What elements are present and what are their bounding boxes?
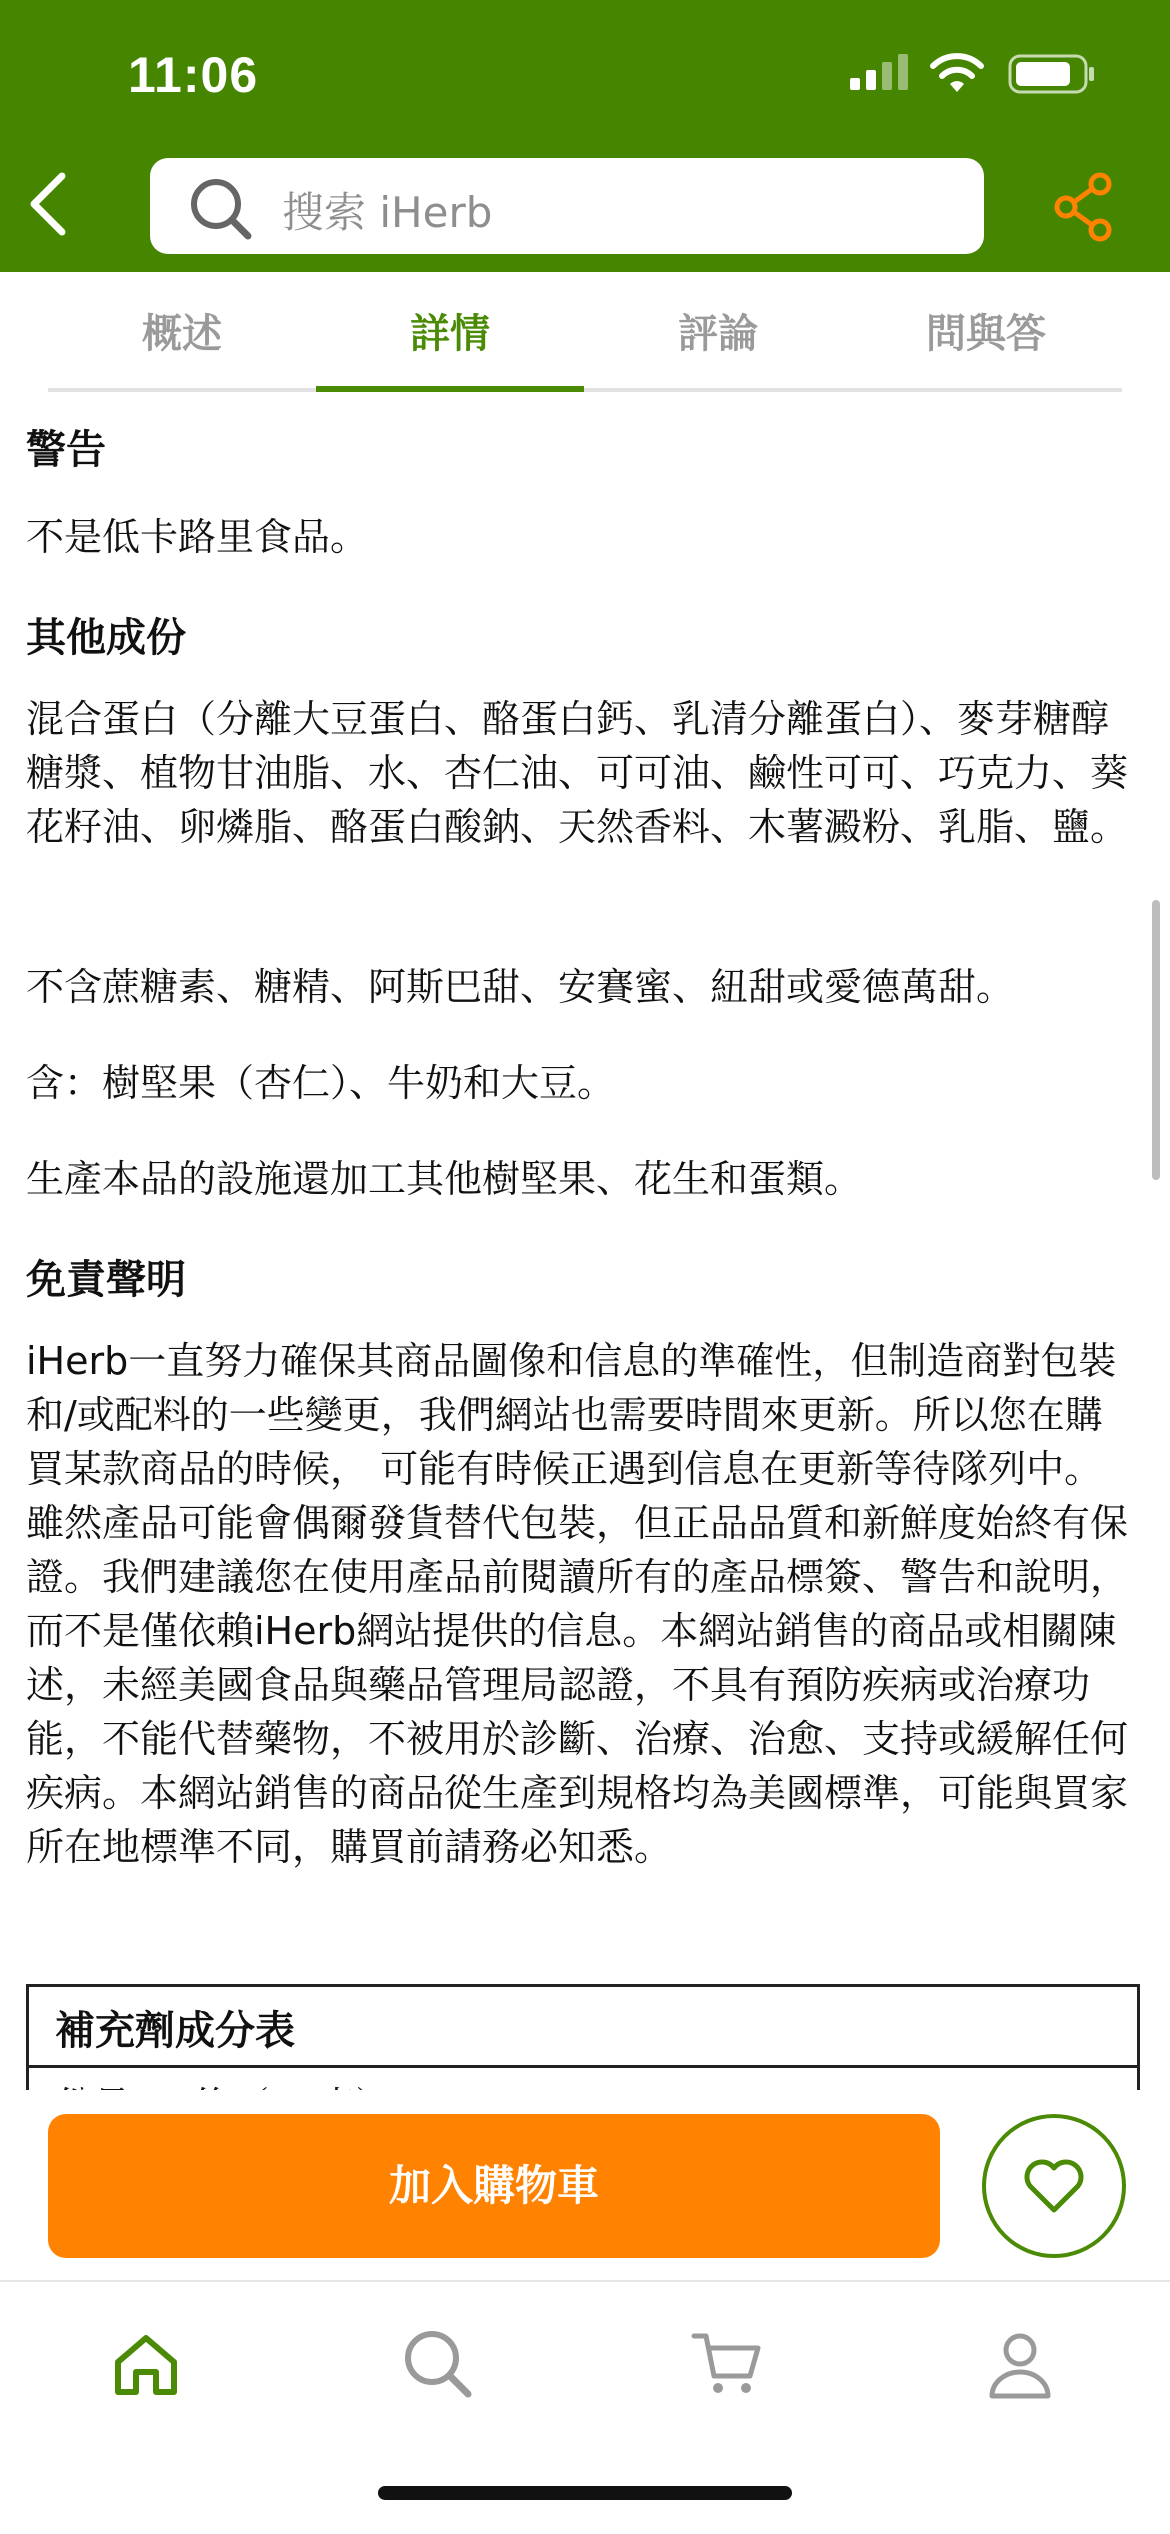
wifi-icon: [928, 52, 986, 96]
detail-tabs: [48, 272, 1122, 392]
search-icon: [398, 2324, 478, 2404]
signal-icon: [848, 52, 912, 92]
warning-text: 不是低卡路里食品。: [26, 515, 369, 559]
search-icon: [188, 176, 254, 242]
disclaimer-text: iHerb一直努力確保其商品圖像和信息的準確性，但制造商對包裝和/或配料的一些變更，我們網站也需要時間來更新。所以您在購買某款商品的時候， 可能有時候正遇到信息在更新等待隊列中。雖然產品可能會偶爾發貨替代包裝，但正品品質和新鮮度始終有保證。我們建議您在使用產品前閱讀所有的產品標簽、警告和說明，而不是僅依賴iHerb網站提供的信息。本網站銷售的商品或相關陳述，未經美國食品與藥品管理局認證，不具有預防疾病或治療功能，不能代替藥物，不被用於診斷、治療、治愈、支持或緩解任何疾病。本網站銷售的商品從生產到規格均為美國標準，可能與買家所在地標準不同，購買前請務必知悉。: [26, 1339, 1129, 1869]
tabbar-search[interactable]: [398, 2324, 478, 2404]
tab-qa[interactable]: 問與答: [926, 311, 1046, 357]
back-button[interactable]: [20, 168, 90, 248]
supplement-facts-title: 補充劑成分表: [55, 2008, 295, 2054]
tab-details[interactable]: 詳情: [410, 311, 490, 357]
status-time: 11:06: [128, 47, 259, 103]
add-to-cart-button[interactable]: 加入購物車: [48, 2114, 940, 2258]
chevron-left-icon: [20, 168, 80, 238]
search-input[interactable]: [150, 158, 984, 254]
tab-overview[interactable]: 概述: [142, 311, 222, 357]
tab-reviews[interactable]: 評論: [678, 311, 758, 357]
search-placeholder: 搜索 iHerb: [282, 188, 493, 237]
user-icon: [980, 2324, 1060, 2404]
other-ingredients-heading: 其他成份: [26, 615, 186, 661]
home-icon: [106, 2324, 186, 2404]
tabbar-home[interactable]: [106, 2324, 186, 2404]
disclaimer-heading: 免責聲明: [26, 1257, 186, 1303]
battery-icon: [1008, 52, 1098, 96]
cart-icon: [688, 2324, 768, 2404]
top-header: [0, 0, 1170, 272]
favorite-button[interactable]: [982, 2114, 1126, 2258]
table-divider: [29, 2065, 1137, 2068]
tabbar-account[interactable]: [980, 2324, 1060, 2404]
tabbar-cart[interactable]: [688, 2324, 768, 2404]
action-bar: [0, 2090, 1170, 2280]
facility-note: 生產本品的設施還加工其他樹堅果、花生和蛋類。: [26, 1157, 863, 1201]
sweetener-note: 不含蔗糖素、糖精、阿斯巴甜、安賽蜜、紐甜或愛德萬甜。: [26, 965, 1015, 1009]
home-indicator: [378, 2486, 792, 2500]
warning-heading: 警告: [26, 427, 106, 473]
share-icon: [1052, 172, 1116, 242]
other-ingredients-text: 混合蛋白（分離大豆蛋白、酪蛋白鈣、乳清分離蛋白）、麥芽糖醇糖漿、植物甘油脂、水、杏仁油、可可油、鹼性可可、巧克力、葵花籽油、卵燐脂、酪蛋白酸鈉、天然香料、木薯澱粉、乳脂、鹽。: [26, 697, 1129, 849]
scrollbar[interactable]: [1152, 900, 1160, 1180]
share-button[interactable]: [1052, 172, 1116, 242]
details-content: [26, 392, 1144, 2090]
allergen-note: 含：樹堅果（杏仁）、牛奶和大豆。: [26, 1061, 616, 1105]
heart-icon: [1022, 2154, 1086, 2218]
